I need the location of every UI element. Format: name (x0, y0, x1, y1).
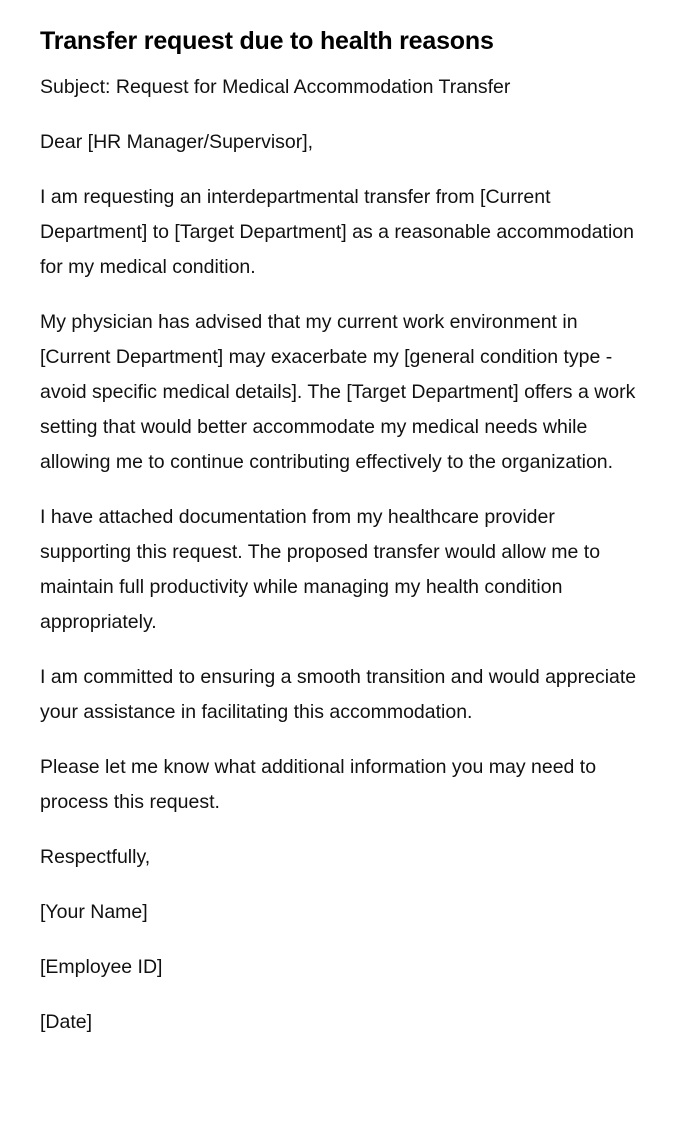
body-paragraph-3: I have attached documentation from my healthcare provider supporting this request. The proposed transfer would allow me to maintain full productivity while managing my health condition appropriately. (40, 506, 601, 633)
body-paragraph-4: I am committed to ensuring a smooth transition and would appreciate your assistance in facilitating this accommodation. (40, 666, 637, 723)
body-paragraph-1: I am requesting an interdepartmental transfer from [Current Department] to [Target Department] as a reasonable accommodation for my medical condition. (40, 186, 634, 278)
closing: Respectfully, (40, 846, 151, 868)
page-title: Transfer request due to health reasons (40, 27, 494, 55)
subject-line: Subject: Request for Medical Accommodation Transfer (40, 76, 511, 98)
salutation: Dear [HR Manager/Supervisor], (40, 131, 314, 153)
signature-date: [Date] (40, 1011, 93, 1033)
body-paragraph-5: Please let me know what additional information you may need to process this request. (40, 756, 597, 813)
signature-employee-id: [Employee ID] (40, 956, 163, 978)
signature-name: [Your Name] (40, 901, 148, 923)
body-paragraph-2: My physician has advised that my current work environment in [Current Department] may exacerbate my [general condition type - avoid specific medical details]. The [Target Department] offers a work setting that would better accommodate my medical needs while allowing me to continue contributing effectively to the organization. (40, 311, 636, 473)
